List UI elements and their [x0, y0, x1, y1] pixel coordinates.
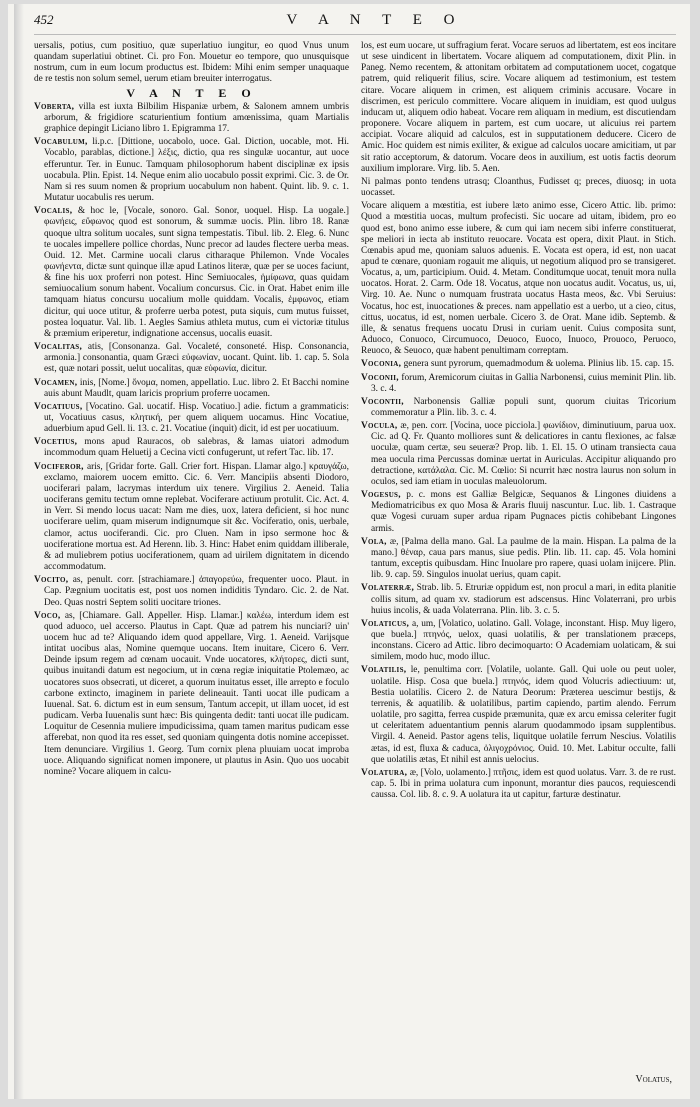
left-column [34, 41, 349, 803]
entry-text: uersalis, potius, cum positiuo, quæ superlatiuo iungitur, eo quod Vnus unum quandam superlatiui obtinet. Ci. pro Fon. Mouetur eo tempore, quo unusquisque nostrum, cum in eum locum productus est. Ibidem: Mihi enim semper unaquaque de re testis non solum semel, uerum etiam breuiter interrogatus. [34, 41, 349, 85]
entry-lemma: Voco, [34, 610, 61, 621]
entry-text: Vocare aliquem a mœstitia, est iubere læto animo esse, Cicero Attic. lib. primo: Quod a mœstitia uocas, multum profecisti. Sic uocare ad uitam, ibidem, pro eo quod est, bono animo esse iubere, & cum qui iam necem sibi inferre constituerat, spe meliori in iecta ab instituto reuocare. Vocata est opera, dixit Plaut. in Stich. Cœnabis apud me, quoniam saluos aduenis. E. Vocata est opera, id est, non uacat apud te cœnare, quoniam rogauit me aliquis, ut negotium aliquod pro se transigeret. Vocatus, a, um, participium. Ouid. 4. Metam. Conditumque uocat, tenuit mora nulla uocatos. Horat. 2. Carm. Ode 18. Vocatus, atque non uocatus audit. Vocatus, us, ui, Virg. 10. Ae. Nunc o numquam frustrata uocatus Hasta meos, &c. Vbi Seruius: Vocatus, hoc est, inuocationes & preces. nam appellatio est a uerbo, ut a cieo, citus, cittus, uocatus, id est, nomen uerbale. Cicero 3. de Orat. Mane idib. Septemb. & ille, & senatus frequens uocatu Drusi in curiam uenit. Cuius composita sunt, Aduoco, Conuoco, Circumuoco, Deuoco, Euoco, Inuoco, Prouoco, Peruoco, Reuoco, & Seuoco, quæ habent penultimam correptam. [361, 201, 676, 357]
entry-lemma: Vola, [361, 536, 387, 547]
entry-lemma: Volatura, [361, 767, 408, 778]
entry-text: le, penultima corr. [Volatile, uolante. Gall. Qui uole ou peut uoler, uolatile. Hisp. Cosa que buela.] πτηνός, idem quod Volucris adiectiuum: ut, Bestia uolatilis. Cicero 2. de Natura Deorum: Præterea uescimur bestijs, & terrenis, & aquatilib. & uolatilibus, partim capiendo, partim alendo. Ferrum uolatile, pro sagitta, ferrea cuspide præmunita, quæ ex arcu emissa celeriter fugit ut celeritatem aduentantium pennis alarum quodammodo ipsam supplentibus. Virgil. 4. Aeneid. Pastor agens telis, liquitque uolatile ferrum Nescius. Volatilis ætas, id est, fluxa & caduca, ὀλιγοχρόνιος. Ouid. 10. Met. Labitur occulte, falli que uolatilis ætas, Et nihil est annis uelocius. [371, 665, 676, 765]
dictionary-entry [34, 575, 349, 608]
page-gutter-shadow [14, 4, 24, 1099]
entry-lemma: Volaticus, [361, 618, 410, 629]
entry-lemma: Vocamen, [34, 377, 78, 388]
entry-lemma: Vocabulum, [34, 137, 88, 148]
entry-text: [Vocatino. Gal. uocatif. Hisp. Vocatiuo.] adie. fictum a grammaticis: ut, Vocatiuus casus, κλητική, per quem aliquem uocamus. Hinc Vocatiue, aduerbium apud Gell. li. 13. c. 21. Vocatiue (inquit) dicit, id est per uocatiuum. [44, 401, 349, 435]
dictionary-entry [34, 462, 349, 574]
page-header [34, 12, 676, 35]
text-columns [34, 41, 676, 803]
entry-text: genera sunt pyrorum, quemadmodum & uolema. Plinius lib. 15. cap. 15. [403, 359, 675, 370]
dictionary-entry [34, 206, 349, 340]
dictionary-page [8, 4, 690, 1099]
entry-lemma: Volatilis, [361, 665, 407, 676]
dictionary-entry [34, 402, 349, 435]
dictionary-entry [361, 768, 676, 801]
entry-lemma: Vociferor, [34, 461, 84, 472]
dictionary-entry [361, 41, 676, 175]
entry-lemma: Vocalitas, [34, 342, 83, 353]
section-heading: V A N T E O [126, 85, 257, 100]
dictionary-entry [361, 373, 676, 395]
entry-text: æ, [Palma della mano. Gal. La paulme de la main. Hispan. La palma de la mano.] θέναρ, caua pars manus, siue pedis. Plin. lib. 11. cap. 45. Vola homini tantum, exceptis quibusdam. Hinc Inuolare pro rapere, quasi uolam inijcere. Plin. lib. 9. cap. 59. Singulos inuolat uerius, quam capit. [371, 536, 676, 581]
entry-lemma: Volaterræ, [361, 583, 415, 594]
entry-text: Ni palmas ponto tendens utrasq; Cloanthus, Fudisset q; preces, diuosq; in uota uocasset. [361, 176, 676, 199]
dictionary-entry [361, 359, 676, 370]
entry-text: inis, [Nome.] ὄνομα, nomen, appellatio. Luc. libro 2. Et Bacchi nomine auis abunt Maudlt, quam laricis proprium proferre uocamen. [44, 377, 349, 399]
dictionary-entry [34, 137, 349, 204]
dictionary-entry [361, 537, 676, 582]
dictionary-entry [361, 421, 676, 488]
entry-lemma: Vocatiuus, [34, 401, 83, 412]
dictionary-entry [361, 397, 676, 419]
entry-lemma: Vocontii, [361, 396, 404, 407]
entry-lemma: Voberta, [34, 101, 75, 112]
entry-text: villa est iuxta Bilbilim Hispaniæ urbem, & Salonem amnem umbris arborum, & frigidiore scaturientium fontium amœnissima, quam Martialis graphice depingit Liciano libro 1. Epigramma 17. [44, 101, 349, 135]
entry-text: Strab. lib. 5. Etruriæ oppidum est, non procul a mari, in edita planitie collis situm, ad quam xv. stadiorum est adscensus. Hinc Volaterrani, pro urbis huius incolis, & uada Volaterrana. Plin. lib. 3. c. 5. [371, 583, 676, 616]
dictionary-entry [34, 611, 349, 778]
dictionary-entry [361, 665, 676, 765]
entry-text: forum, Aremicorum ciuitas in Gallia Narbonensi, cuius meminit Plin. lib. 3. c. 4. [371, 372, 676, 394]
entry-lemma: Vocula, [361, 421, 398, 432]
entry-text: æ, pen. corr. [Vocina, uoce picciola.] φωνίδιον, diminutiuum, parua uox. Cic. ad Q. Fr. Quanto molliores sunt & delicatiores in cantu flexiones, ac falsæ uoculæ, quam certæ, seu seueræ? Prop. lib. 1. El. 15. O utinam transiecta caua mea uocula rima Percussas dominæ uertat in Auriculas. Accipitur aliquando pro detractione, κατάλαλα. Cic. M. Cœlio: Si ncurrit hæc nostra laurus non solum in oculos, sed iam etiam in uoculas maleuolorum. [371, 421, 677, 487]
entry-text: atis, [Consonanza. Gal. Vocaleté, consoneté. Hisp. Consonancia, armonia.] consonantia, quam Græci εὐφωνίαν, uocant. Quint. lib. 1. cap. 5. Sola est, quæ notari possit, uelut uocalitas, quæ εὐφωνία, dicitur. [44, 342, 349, 375]
dictionary-entry [34, 102, 349, 135]
catchword: Volatus, [635, 1074, 672, 1085]
entry-text: los, est eum uocare, ut suffragium ferat. Vocare seruos ad libertatem, est eos incitare ut sese uindicent in libertatem. Vocare aliquem ad computationem, dixit Plin. in Paneg. Nemo recentem, & attonitam orbitatem ad computationem uocet, cogatque patrem, quid reliquerit filius, scire. Vocare aliquem ad testimonium, est testem citare. Vocare aliquem in crimen, est aliquem criminis accusare. Vocare in discrimen, est periculo committere. Vocare aliquem in inuidiam, est quod uulgus inducam ut, aliquem odio habeat. Vocare rem aliquam in medium, est discutiendam proponere. Vocare aliquem in partem, est cum uocare, ut alicuius rei partem accipiat. Vocare aliquid ad calculos, est in supputationem deducere. Cicero de Amic. Hoc quidem est nimis exiliter, & exigue ad calculos uocare amicitiam, ut par sit ratio acceptorum, & datorum. Vocare deos in auxilium, est uotis factis deorum auxilium implorare. Virg. lib. 5. Aen. [361, 41, 676, 174]
entry-text: Narbonensis Galliæ populi sunt, quorum ciuitas Tricorium commemoratur a Plin. lib. 3. c. 4. [371, 396, 676, 418]
entry-text: li.p.c. [Dittione, uocabolo, uoce. Gal. Diction, uocable, mot. Hi. Vocablo, parablas, dictione.] λέξις, dictio, qua res singulæ uocantur, aut uoce efferuntur. Ter. in Eunuc. Tamquam philosophorum habent disciplinæ ex ipsis uocabula. Plin. Epist. 14. Neque enim alio uocabulo possit exprimi. Cic. 3. de Or. Nam si res suum nomen & proprium uocabulum non habent. Quint. lib. 9. c. 1. Mutatur uocabulis res uerum. [44, 137, 350, 204]
entry-text: as, penult. corr. [strachiamare.] ἀπαγορεύω, frequenter uoco. Plaut. in Cap. Pægnium uocitatis est, post uos nomen indiditis Tyndaro. Cic. 2. de Nat. Deo. Quas nostri Septem soliti uocitare triones. [44, 575, 349, 608]
entry-lemma: Vocalis, [34, 206, 73, 217]
entry-lemma: Voconia, [361, 359, 402, 370]
dictionary-entry [361, 583, 676, 616]
entry-lemma: Vocito, [34, 575, 69, 586]
page-number: 452 [34, 12, 54, 27]
entry-text: aris, [Gridar forte. Gall. Crier fort. Hispan. Llamar algo.] κραυγάζω, exclamo, maiorem uocem emitto. Cic. 6. Verr. Mancipiis absenti Diodoro, uociferari palam, lacrymas interdum uix tenere. Virgilius 2. Aeneid. Talia uociferans gemitu tectum omne replebat. Vociferare actiuum protulit. Cic. Act. 4. in Verr. Si mendo locus uacat: Nam me dies, uox, latera deficient, si hoc nunc uociferare uelim, quam miserum indignumque sit &c. Vociferatio, onis, uerbale, clamor, actus uociferandi. Cic. pro Cluen. Nam in ipso sermone hoc & uociferatione mortua est. Ad Herenn. lib. 3. Hinc: Habet enim quiddam illiberale, & ad muliebrem potius uociferationem, quam ad uirilem dignitatem in dicendo accommodatum. [44, 461, 349, 573]
dictionary-entry [361, 490, 676, 535]
running-title: V A N T E O [286, 12, 464, 28]
right-column [361, 41, 676, 803]
dictionary-entry [361, 619, 676, 664]
dictionary-entry [34, 41, 349, 86]
entry-lemma: Vogesus, [361, 490, 401, 501]
dictionary-entry [34, 378, 349, 400]
entry-lemma: Voconii, [361, 372, 399, 383]
entry-text: p. c. mons est Galliæ Belgicæ, Sequanos & Lingones diuidens a Mediomatricibus ex quo Mosa & Araris fluuij nascuntur. Luc. lib. 1. Castraque quæ Vogesi curuam super ardua ripam Pugnaces pictis cohibebant Lingones armis. [371, 490, 676, 534]
entry-text: mons apud Rauracos, ob salebras, & lamas uiatori admodum incommodum quam Heluetij a Cecina victi confugerunt, ut refert Tac. lib. 17. [44, 437, 350, 459]
entry-text: æ, [Volo, uolamento.] πτῆσις, idem est quod uolatus. Varr. 3. de re rust. cap. 5. Ibi in prima uolatura cum inponunt, morantur dies paucos, requiescendi caussa. Col. lib. 8. c. 9. A uolatura ita ut capitur, farturæ destinatur. [371, 767, 676, 801]
dictionary-entry [361, 201, 676, 357]
dictionary-entry [34, 342, 349, 375]
dictionary-entry [361, 177, 676, 199]
entry-text: & hoc le, [Vocale, sonoro. Gal. Sonor, uoquel. Hisp. La uogale.] φωνήεις, εὔφωνος quod est sonorum, & summæ uocis. Plin. libro 18. Ranæ quoque ultra solitum uocales, sunt signa tempestatis. Tibul. lib. 2. Eleg. 6. Nunc te uocales impellere pollice chordas, Nunc precor ad laudes flectere uerba meas. Ouid. 12. Met. Carmine uocali clarus citharaque Philemon. Vnde Vocales φωνήεντα, dictæ sunt quinque illæ apud Latinos literæ, quæ per se uoces faciunt, & fine his uox proferri non potest. Hinc Semiuocales, ἡμίφωνα, quas quidam semiuocalium sonum habent. Vocalium concursus. Cic. in Orat. Habet enim ille tamquam hiatus concursu uocalium molle quiddam. Vocalis, ἐμφωνος, etiam dicitur, qui uoce utitur, & proferre uerba potest, puta siquis, cum mutus fuisset, postea loquatur. Val. lib. 1. Aegles Samius athleta mutus, cum ei victoriæ titulus & præmium eriperetur, indignatione accensus, uocalis euasit. [44, 206, 349, 339]
entry-text: a, um, [Volatico, uolatino. Gall. Volage, inconstant. Hisp. Muy ligero, que buela.] πτηνός, uelox, quasi uolatilis, & per translationem præceps, inconstans. Cicero ad Attic. libro decimoquarto: O Academiam uolaticam, & sui similem, modo huc, modo illuc. [371, 618, 676, 663]
entry-text: as, [Chiamare. Gall. Appeller. Hisp. Llamar.] καλέω, interdum idem est quod aduoco, uel accerso. Plautus in Capt. Quæ ad patrem his nunciari? uin' uocem huc ad te? Aliquando idem quod appellare, Virg. 1. Aeneid. Varijsque intitat uocibus alas, Nomine quemque uocans. Item inuitare, Cicero 6. Verr. Deinde ipsum regem ad cœnam uocauit. Vnde uocatores, κλήτορες, dicti sunt, quibus inuitandi datum est negocium, ut in cœna regiæ iniquitatie Ptolemæo, ac uocatores suos obsecrati, ut diceret, a quorum inuitatus esset, ille arrepto e foculo carbone extincto, imaginem in pariete delineauit. Tanti uocat ille pudicam a Iuuenal. Sat. 6. dictum est in eum sensum, Tantum accepit, ut illam uocet, id est pudicam. Verba Iuuenalis sunt hæc: Bis quingenta dedit: tanti uocat ille pudicam. Loquitur de Cesennia muliere impudicissima, quam tamen maritus pudicam esse afferebat, non quod ita res esset, sed quoniam quingenta dotis nomine accepisset. Item denunciare. Virgilius 1. Georg. Tum cornix plena pluuiam uocat improba uoce. Aliquando significat nomen imponere, ut plautus in Asin. Quo uos uocabit nomine? Vocare aliquem in calcu- [44, 610, 350, 777]
entry-lemma: Vocetius, [34, 437, 78, 448]
dictionary-entry [34, 437, 349, 459]
